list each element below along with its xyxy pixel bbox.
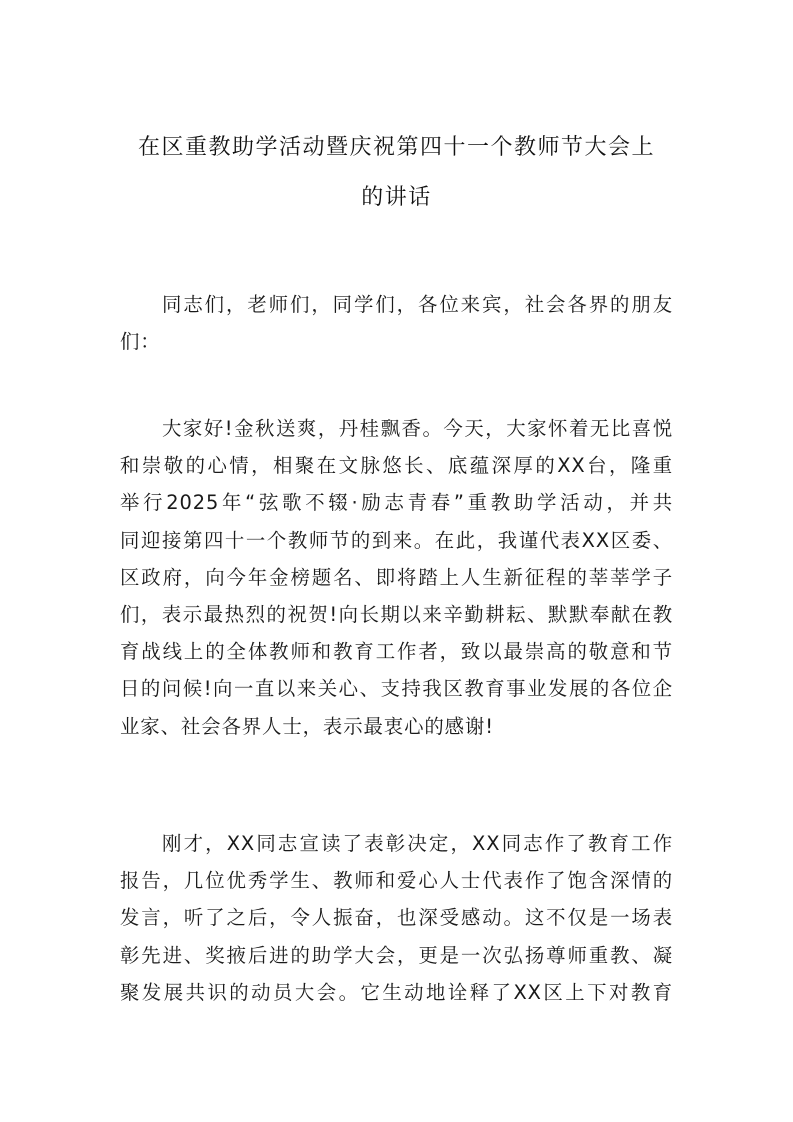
paragraph-greeting — [120, 286, 673, 360]
paragraph-line: 和崇敬的心情，相聚在文脉悠长、底蕴深厚的XX台，隆重 — [120, 454, 673, 478]
paragraph-line: 们，表示最热烈的祝贺!向长期以来辛勤耕耘、默默奉献在教 — [120, 603, 673, 627]
paragraph-line: 聚发展共识的动员大会。它生动地诠释了XX区上下对教育 — [120, 980, 673, 1004]
paragraph-line: 大家好!金秋送爽，丹桂飘香。今天，大家怀着无比喜悦 — [162, 417, 673, 440]
paragraph-line: 报告，几位优秀学生、教师和爱心人士代表作了饱含深情的 — [120, 869, 673, 893]
paragraph-line: 发言，听了之后，令人振奋，也深受感动。这不仅是一场表 — [120, 906, 673, 930]
paragraph-line: 业家、社会各界人士，表示最衷心的感谢! — [120, 714, 494, 738]
paragraph-line: 区政府，向今年金榜题名、即将踏上人生新征程的莘莘学子 — [120, 565, 673, 589]
paragraph-line: 刚才，XX同志宣读了表彰决定，XX同志作了教育工作 — [162, 832, 673, 855]
paragraph-opening — [120, 410, 673, 745]
paragraph-line: 彰先进、奖掖后进的助学大会，更是一次弘扬尊师重教、凝 — [120, 943, 673, 967]
paragraph-line: 们： — [120, 330, 161, 354]
paragraph-line: 育战线上的全体教师和教育工作者，致以最崇高的敬意和节 — [120, 640, 673, 664]
paragraph-line: 同迎接第四十一个教师节的到来。在此，我谨代表XX区委、 — [120, 528, 673, 552]
paragraph-line: 日的问候!向一直以来关心、支持我区教育事业发展的各位企 — [120, 677, 673, 701]
paragraph-line: 举行2025年“弦歌不辍·励志青春”重教助学活动，并共 — [120, 491, 673, 515]
document-title-line-2: 的讲话 — [361, 185, 432, 210]
paragraph-line: 同志们，老师们，同学们，各位来宾，社会各界的朋友 — [162, 293, 673, 316]
paragraph-review — [120, 825, 673, 1011]
document-title-line-1: 在区重教助学活动暨庆祝第四十一个教师节大会上 — [137, 135, 655, 160]
